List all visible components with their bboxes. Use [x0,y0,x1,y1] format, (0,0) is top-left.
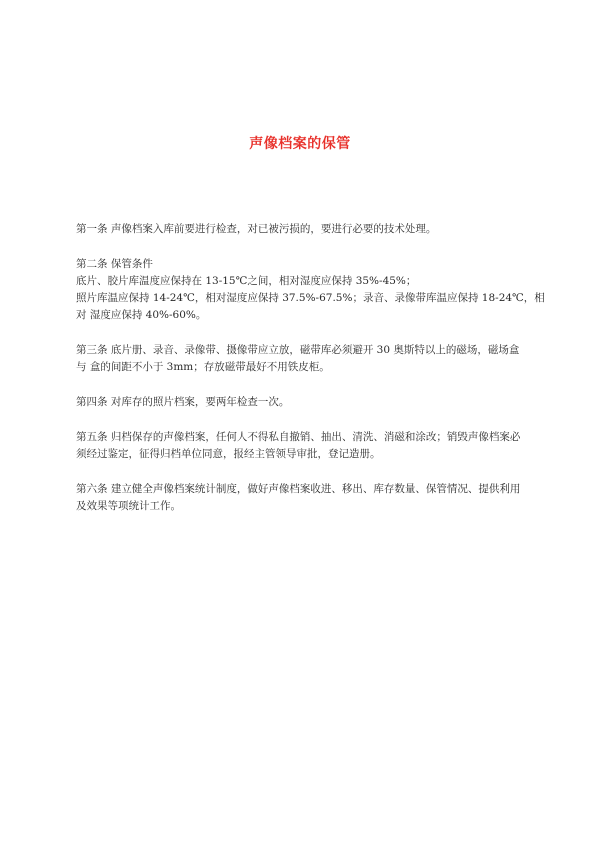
article-3-line-1: 第三条 底片册、录音、录像带、摄像带应立放，磁带库必须避开 30 奥斯特以上的磁场，磁场盒 [76,344,520,356]
article-3-line-2: 与 盒的间距不小于 3mm；存放磁带最好不用铁皮柜。 [76,361,330,373]
article-5-line-2: 须经过鉴定，征得归档单位同意，报经主管领导审批，登记造册。 [76,448,381,460]
article-4-line-1: 第四条 对库存的照片档案，要两年检查一次。 [76,396,290,408]
article-5 [76,429,536,463]
article-5-line-1: 第五条 归档保存的声像档案，任何人不得私自撤销、抽出、清洗、消磁和涂改；销毁声像档案必 [76,431,521,443]
article-6-line-2: 及效果等项统计工作。 [76,500,181,512]
article-2-line-1: 第二条 保管条件 [76,258,153,270]
article-2 [76,256,545,324]
article-2-line-3: 照片库温应保持 14-24℃，相对湿度应保持 37.5%-67.5%；录音、录像带库温应保持 18-24℃，相 [76,292,545,304]
article-1-line-1: 第一条 声像档案入库前要进行检查，对已被污损的，要进行必要的技术处理。 [76,223,437,235]
article-3 [76,342,536,376]
document-body [76,221,545,533]
article-2-line-4: 对 湿度应保持 40%-60%。 [76,309,207,321]
document-title: 声像档案的保管 [249,136,351,152]
article-2-line-2: 底片、胶片库温度应保持在 13-15℃之间，相对湿度应保持 35%-45%； [76,275,417,287]
article-1 [76,221,536,238]
article-6 [76,481,536,515]
article-6-line-1: 第六条 建立健全声像档案统计制度，做好声像档案收进、移出、库存数量、保管情况、提供利用 [76,483,521,495]
article-4 [76,394,536,411]
